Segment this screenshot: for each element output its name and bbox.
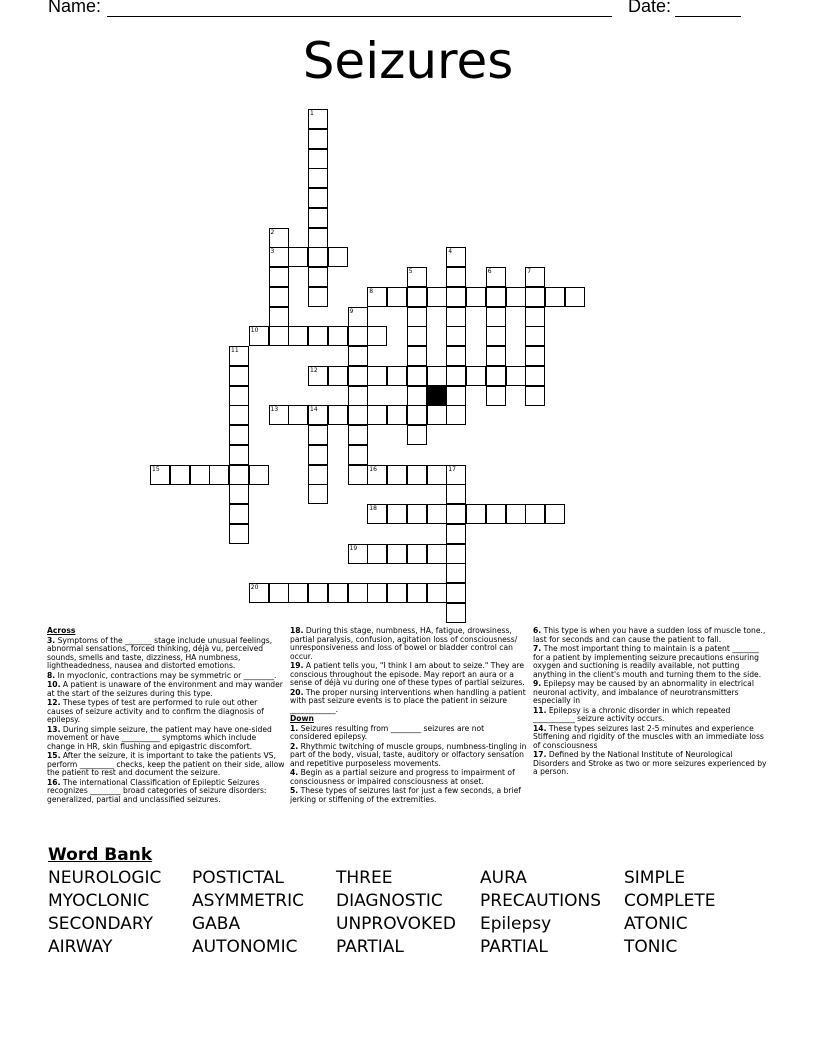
cell-number: 13: [270, 406, 279, 414]
cell-number: 4: [448, 248, 453, 256]
grid-cell[interactable]: [308, 484, 328, 504]
clue-across-8: 8. In myoclonic, contractions may be symmetric or ________.: [47, 670, 277, 680]
grid-cell[interactable]: [209, 465, 229, 485]
cell-number: 2: [270, 228, 275, 236]
grid-cell[interactable]: [446, 405, 466, 425]
grid-cell[interactable]: [407, 544, 427, 564]
grid-cell[interactable]: [525, 386, 545, 406]
grid-cell[interactable]: [427, 366, 447, 386]
grid-cell[interactable]: [308, 267, 328, 287]
grid-cell[interactable]: [328, 247, 348, 267]
grid-cell[interactable]: [229, 425, 249, 445]
cell-number: 5: [408, 268, 413, 275]
grid-cell[interactable]: [288, 583, 308, 603]
word-bank-item: GABA: [192, 914, 241, 934]
grid-cell[interactable]: [367, 405, 387, 425]
name-label: Name:: [48, 0, 102, 16]
word-bank-item: SECONDARY: [48, 914, 154, 934]
clue-across-18: 18. During this stage, numbness, HA, fatigue, drowsiness, partial paralysis, confusion, agitation loss of consciousness/ unresponsiveness and loss of bowel or bladder control can occur.: [290, 626, 518, 661]
word-bank-item: UNPROVOKED: [336, 914, 456, 934]
grid-cell[interactable]: [288, 247, 308, 267]
word-bank: [48, 868, 768, 957]
clue-down-6: 6. This type is when you have a sudden loss of muscle tone., last for seconds and can cause the patient to fall.: [533, 626, 766, 644]
grid-cell[interactable]: [367, 544, 387, 564]
clue-across-20: 20. The proper nursing interventions when handling a patient with past seizure events is to place the patient in seizure ____________.: [290, 687, 526, 714]
grid-cell[interactable]: [525, 326, 545, 346]
grid-cell[interactable]: [486, 386, 506, 406]
cell-number: 1: [310, 110, 314, 117]
grid-cell[interactable]: [407, 386, 427, 406]
grid-cell[interactable]: [348, 326, 368, 346]
grid-cell[interactable]: [427, 583, 447, 603]
grid-cell[interactable]: [446, 307, 466, 327]
grid-cell[interactable]: [328, 583, 348, 603]
grid-cell[interactable]: [486, 366, 506, 386]
cell-number: 9: [349, 307, 354, 315]
grid-cell[interactable]: [427, 287, 447, 307]
grid-cell[interactable]: [427, 465, 447, 485]
grid-cell[interactable]: [269, 583, 289, 603]
grid-cell[interactable]: [269, 307, 289, 327]
grid-cell[interactable]: [367, 326, 387, 346]
grid-cell[interactable]: [308, 287, 328, 307]
clue-down-4: 4. Begin as a partial seizure and progress to impairment of consciousness or impaired consciousness at onset.: [290, 768, 515, 786]
grid-cell[interactable]: [427, 405, 447, 425]
word-bank-item: TONIC: [624, 937, 678, 957]
grid-cell[interactable]: [446, 563, 466, 583]
grid-cell[interactable]: [229, 366, 249, 386]
cell-number: 12: [310, 366, 318, 374]
word-bank-item: ATONIC: [624, 914, 688, 934]
grid-cell[interactable]: [308, 149, 328, 169]
word-bank-item: Epilepsy: [480, 914, 552, 934]
word-bank-item: PARTIAL: [480, 937, 548, 957]
grid-cell[interactable]: [288, 326, 308, 346]
grid-cell[interactable]: [229, 445, 249, 465]
clue-across-19: 19. A patient tells you, "I think I am about to seize." They are conscious throughout the episode. May report an aura or a sense of déjà vu during one of these types of partial seizures.: [290, 661, 525, 687]
grid-cell[interactable]: [328, 366, 348, 386]
clues-column-1: [47, 627, 285, 805]
grid-cell[interactable]: [387, 544, 407, 564]
grid-cell[interactable]: [407, 465, 427, 485]
grid-cell[interactable]: [407, 583, 427, 603]
across-heading: Across: [47, 626, 76, 635]
grid-cell[interactable]: [525, 287, 545, 307]
grid-cell[interactable]: [229, 465, 249, 485]
word-bank-item: POSTICTAL: [192, 868, 284, 888]
grid-cell[interactable]: [446, 386, 466, 406]
grid-cell[interactable]: [565, 287, 585, 307]
grid-cell[interactable]: [486, 504, 506, 524]
grid-cell[interactable]: [190, 465, 210, 485]
grid-cell[interactable]: [269, 267, 289, 287]
clue-across-15: 15. After the seizure, it is important to take the patients VS, perform _________ checks, keep the patient on their side, allow the patient to rest and document the seizure.: [47, 751, 285, 777]
clues-column-3: [533, 627, 771, 778]
grid-cell[interactable]: [288, 405, 308, 425]
clue-down-17: 17. Defined by the National Institute of Neurological Disorders and Stroke as two or more seizures experienced by a person.: [533, 750, 767, 776]
grid-cell[interactable]: [348, 465, 368, 485]
grid-cell[interactable]: [407, 425, 427, 445]
grid-cell[interactable]: [348, 386, 368, 406]
cell-number: 16: [369, 465, 377, 473]
grid-cell[interactable]: [446, 326, 466, 346]
word-bank-item: COMPLETE: [624, 891, 716, 911]
clue-down-7: 7. The most important thing to maintain is a patent _______ for a patient by implementing seizure precautions ensuring oxygen and suctioning is readily available, not putting anything in the client's mouth and turning them to the side.: [533, 644, 762, 679]
grid-cell[interactable]: [407, 287, 427, 307]
word-bank-item: AIRWAY: [48, 937, 113, 957]
grid-cell[interactable]: [446, 346, 466, 366]
clue-down-9: 9. Epilepsy may be caused by an abnormality in electrical neuronal activity, and imbalance of neurotransmitters especially in: [533, 679, 754, 705]
grid-cell[interactable]: [525, 366, 545, 386]
cell-number: 11: [231, 347, 239, 354]
grid-cell[interactable]: [486, 346, 506, 366]
clues-column-2: [290, 627, 528, 805]
grid-cell[interactable]: [387, 504, 407, 524]
clue-down-14: 14. These types seizures last 2-5 minutes and experience Stiffening and rigidity of the muscles with an immediate loss of consciousness: [533, 723, 764, 750]
cell-number: 10: [250, 327, 259, 335]
word-bank-item: AUTONOMIC: [192, 937, 298, 957]
grid-cell[interactable]: [387, 583, 407, 603]
word-bank-title: Word Bank: [48, 845, 153, 865]
grid-cell[interactable]: [446, 544, 466, 564]
page-title: Seizures: [302, 32, 514, 90]
grid-cell[interactable]: [407, 366, 427, 386]
clue-down-5: 5. These types of seizures last for just a few seconds, a brief jerking or stiffening of the extremities.: [290, 786, 521, 804]
grid-cell[interactable]: [506, 366, 526, 386]
grid-cell[interactable]: [348, 445, 368, 465]
grid-cell[interactable]: [308, 228, 328, 248]
grid-cell[interactable]: [466, 366, 486, 386]
grid-cell[interactable]: [446, 524, 466, 544]
grid-cell[interactable]: [446, 267, 466, 287]
date-label: Date:: [628, 0, 672, 16]
grid-cell[interactable]: [446, 366, 466, 386]
grid-cell[interactable]: [466, 504, 486, 524]
grid-cell[interactable]: [308, 168, 328, 188]
grid-cell[interactable]: [367, 366, 387, 386]
clue-across-13: 13. During simple seizure, the patient may have one-sided movement or have __________ symptoms which include change in HR, skin flushing and epigastric discomfort.: [47, 724, 272, 751]
grid-cell[interactable]: [229, 484, 249, 504]
cell-number: 7: [527, 268, 532, 275]
clue-down-11: 11. Epilepsy is a chronic disorder in which repeated ___________ seizure activity occurs.: [533, 705, 731, 723]
cell-number: 15: [152, 465, 160, 473]
blocked-cell: [427, 386, 447, 406]
clue-across-12: 12. These types of test are performed to rule out other causes of seizure activity and to confirm the diagnosis of epilepsy.: [47, 698, 264, 724]
grid-cell[interactable]: [525, 307, 545, 327]
word-bank-item: PRECAUTIONS: [480, 891, 602, 911]
grid-cell[interactable]: [229, 386, 249, 406]
word-bank-item: NEUROLOGIC: [48, 868, 162, 888]
cell-number: 6: [487, 268, 492, 275]
clue-down-2: 2. Rhythmic twitching of muscle groups, numbness-tingling in part of the body, visual, taste, auditory or olfactory sensation and repetitive purposeless movements.: [290, 741, 527, 768]
grid-cell[interactable]: [407, 504, 427, 524]
grid-cell[interactable]: [308, 465, 328, 485]
grid-cell[interactable]: [486, 287, 506, 307]
grid-cell[interactable]: [466, 287, 486, 307]
grid-cell[interactable]: [545, 504, 565, 524]
grid-cell[interactable]: [308, 129, 328, 149]
word-bank-item: SIMPLE: [624, 868, 685, 888]
grid-cell[interactable]: [446, 583, 466, 603]
grid-cell[interactable]: [308, 326, 328, 346]
grid-cell[interactable]: [427, 544, 447, 564]
grid-cell[interactable]: [506, 287, 526, 307]
word-bank-item: THREE: [336, 868, 393, 888]
grid-cell[interactable]: [308, 188, 328, 208]
word-bank-item: DIAGNOSTIC: [336, 891, 443, 911]
grid-cell[interactable]: [348, 583, 368, 603]
grid-cell[interactable]: [486, 326, 506, 346]
grid-cell[interactable]: [407, 326, 427, 346]
grid-cell[interactable]: [407, 346, 427, 366]
grid-cell[interactable]: [308, 445, 328, 465]
grid-cell[interactable]: [486, 307, 506, 327]
grid-cell[interactable]: [328, 326, 348, 346]
grid-cell[interactable]: [407, 405, 427, 425]
grid-cell[interactable]: [348, 425, 368, 445]
grid-cell[interactable]: [308, 425, 328, 445]
grid-cell[interactable]: [229, 524, 249, 544]
grid-cell[interactable]: [229, 405, 249, 425]
cell-number: 17: [448, 465, 456, 473]
grid-cell[interactable]: [308, 208, 328, 228]
cell-number: 14: [310, 406, 318, 414]
grid-cell[interactable]: [446, 603, 466, 623]
clue-across-16: 16. The international Classification of Epileptic Seizures recognizes ________ broad categories of seizure disorders: generalized, partial and unclassified seizures.: [47, 777, 267, 804]
down-heading: Down: [290, 714, 314, 723]
grid-cell[interactable]: [506, 504, 526, 524]
clue-down-1: 1. Seizures resulting from ________ seizures are not considered epilepsy.: [290, 723, 485, 741]
clue-across-10: 10. A patient is unaware of the environment and may wander at the start of the seizures during this type.: [47, 680, 283, 698]
grid-cell[interactable]: [387, 287, 407, 307]
word-bank-item: AURA: [480, 868, 527, 888]
word-bank-item: ASYMMETRIC: [192, 891, 304, 911]
grid-cell[interactable]: [348, 366, 368, 386]
grid-cell[interactable]: [269, 326, 289, 346]
clue-across-3: 3. Symptoms of the _______ stage include unusual feelings, abnormal sensations, forced thinking, déjà vu, perceived sounds, smells and taste, dizziness, HA numbness, lightheadedness, nausea and distorted emotions.: [47, 635, 273, 670]
word-bank-item: PARTIAL: [336, 937, 404, 957]
grid-cell[interactable]: [308, 247, 328, 267]
grid-cell[interactable]: [269, 287, 289, 307]
grid-cell[interactable]: [170, 465, 190, 485]
grid-cell[interactable]: [446, 504, 466, 524]
grid-cell[interactable]: [328, 405, 348, 425]
grid-cell[interactable]: [367, 583, 387, 603]
cell-number: 3: [270, 248, 275, 256]
grid-cell[interactable]: [525, 346, 545, 366]
grid-cell[interactable]: [249, 465, 269, 485]
grid-cell[interactable]: [545, 287, 565, 307]
cell-number: 8: [369, 287, 374, 295]
cell-number: 18: [369, 505, 377, 512]
grid-cell[interactable]: [229, 504, 249, 524]
cell-number: 20: [250, 584, 259, 591]
cell-number: 19: [349, 544, 358, 552]
grid-cell[interactable]: [308, 583, 328, 603]
grid-cell[interactable]: [407, 307, 427, 327]
grid-cell[interactable]: [387, 405, 407, 425]
grid-cell[interactable]: [387, 366, 407, 386]
word-bank-item: MYOCLONIC: [48, 891, 150, 911]
grid-cell[interactable]: [348, 405, 368, 425]
grid-cell[interactable]: [446, 287, 466, 307]
grid-cell[interactable]: [446, 484, 466, 504]
grid-cell[interactable]: [427, 504, 447, 524]
grid-cell[interactable]: [387, 465, 407, 485]
grid-cell[interactable]: [525, 504, 545, 524]
grid-cell[interactable]: [348, 346, 368, 366]
